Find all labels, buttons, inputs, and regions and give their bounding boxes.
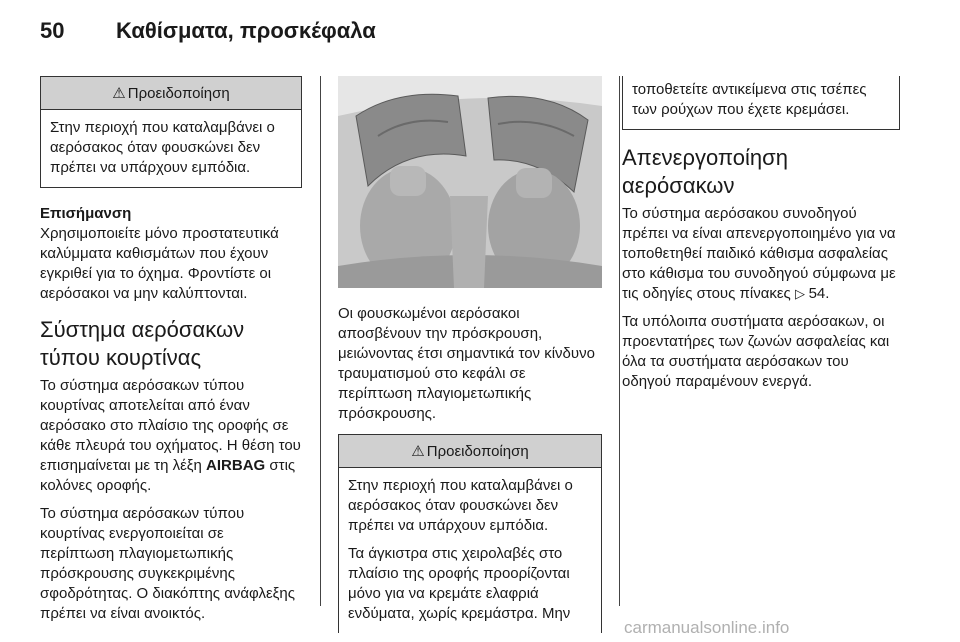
body-paragraph: Το σύστημα αερόσακων τύπου κουρτίνας ενεργοποιείται σε περίπτωση πλαγιομετωπικής πρόσκρουσης συγκεκριμένης σφοδρότητας. Ο διακόπτης ανάφλεξης πρέπει να είναι ανοικτός.	[40, 505, 295, 622]
warning-header	[41, 77, 301, 110]
warning-text: Τα άγκιστρα στις χειρολαβές στο πλαίσιο της οροφής προορίζονται μόνο για να κρεμάτε ελαφριά ενδύματα, χωρίς κρεμάστρα. Μην	[348, 545, 571, 622]
warning-box	[338, 434, 602, 633]
note-text: Χρησιμοποιείτε μόνο προστατευτικά καλύμματα καθισμάτων που έχουν εγκριθεί για το όχημα. Φροντίστε οι αερόσακοι να μην καλύπτονται.	[40, 225, 279, 302]
column-divider	[320, 76, 321, 606]
column-left	[40, 76, 302, 624]
column-divider	[619, 76, 620, 606]
body-paragraph: Το σύστημα αερόσακου συνοδηγού πρέπει να είναι απενεργοποιημένο για να τοποθετηθεί παιδικό κάθισμα ασφαλείας στο κάθισμα του συνοδηγού σύμφωνα με τις οδηγίες στους πίνακες ▷ 54.	[622, 205, 896, 302]
warning-box	[40, 76, 302, 188]
warning-triangle-icon: ⚠	[411, 443, 425, 460]
body-paragraph: Το σύστημα αερόσακων τύπου κουρτίνας αποτελείται από έναν αερόσακο στο πλαίσιο της οροφής σε κάθε πλευρά του οχήματος. Η θέση του επισημαίνεται με τη λέξη AIRBAG στις κολόνες οροφής.	[40, 377, 301, 494]
airbag-illustration	[338, 76, 602, 288]
warning-text: Στην περιοχή που καταλαμβάνει ο αερόσακος όταν φουσκώνει δεν πρέπει να υπάρχουν εμπόδια.	[50, 119, 275, 176]
column-right	[622, 76, 900, 392]
warning-text: τοποθετείτε αντικείμενα στις τσέπες των ρούχων που έχετε κρεμάσει.	[632, 81, 867, 118]
warning-header	[339, 435, 601, 468]
warning-triangle-icon: ⚠	[112, 85, 126, 102]
figure-caption: Οι φουσκωμένοι αερόσακοι αποσβένουν την πρόσκρουση, μειώνοντας έτσι σημαντικά τον κίνδυνο τραυματισμού στο κεφάλι σε περίπτωση πλαγιομετωπικής πρόσκρουσης.	[338, 305, 595, 422]
page-reference-arrow-icon: ▷	[794, 286, 809, 301]
car-interior-airbag-image	[338, 76, 602, 288]
page-header-title: Καθίσματα, προσκέφαλα	[116, 18, 376, 43]
section-title: Απενεργοποίηση αερόσακων	[622, 145, 788, 198]
warning-body	[623, 76, 899, 129]
column-middle	[338, 76, 602, 633]
page-reference[interactable]: 54	[808, 285, 826, 302]
warning-body	[41, 110, 301, 187]
body-paragraph: Τα υπόλοιπα συστήματα αερόσακων, οι προεντατήρες των ζωνών ασφαλείας και όλα τα συστήματα αερόσακων του οδηγού παραμένουν ενεργά.	[622, 313, 890, 390]
warning-title: Προειδοποίηση	[426, 443, 529, 460]
warning-body	[339, 468, 601, 633]
warning-text: Στην περιοχή που καταλαμβάνει ο αερόσακος όταν φουσκώνει δεν πρέπει να υπάρχουν εμπόδια.	[348, 477, 573, 534]
watermark: carmanualsonline.info	[624, 618, 790, 637]
airbag-keyword: AIRBAG	[206, 457, 266, 474]
note-title: Επισήμανση	[40, 205, 132, 222]
warning-title: Προειδοποίηση	[127, 85, 230, 102]
warning-box-continued	[622, 76, 900, 130]
page-number: 50	[40, 18, 65, 43]
section-title: Σύστημα αερόσακων τύπου κουρτίνας	[40, 317, 245, 370]
